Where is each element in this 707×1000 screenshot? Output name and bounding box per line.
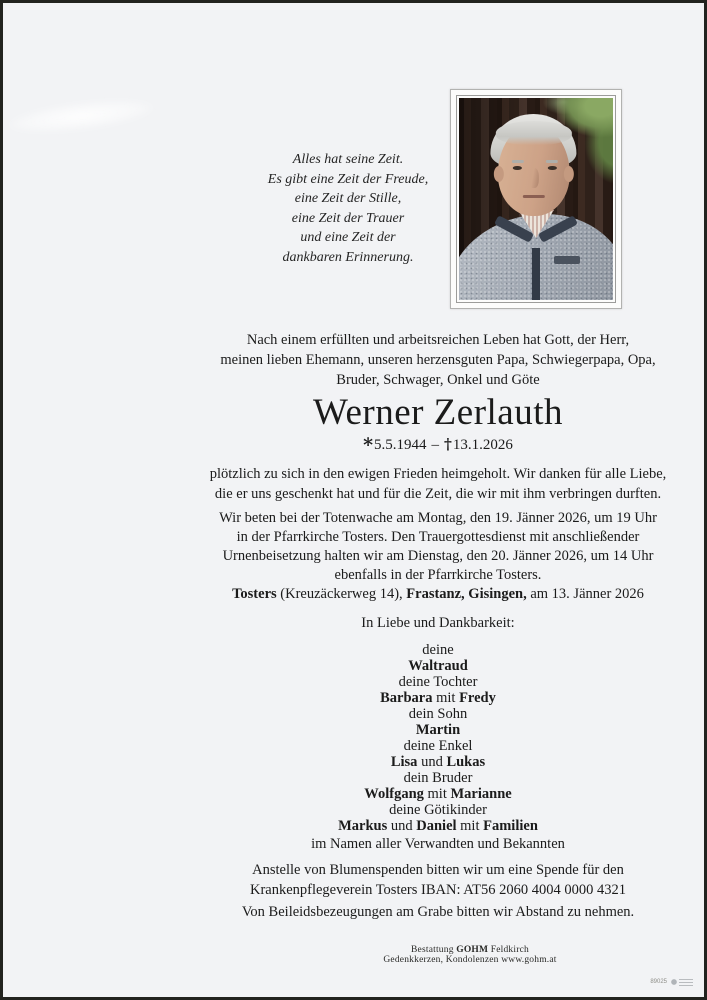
family-line: Waltraud bbox=[408, 658, 468, 674]
portrait-eye bbox=[548, 166, 557, 170]
family-line: deine bbox=[422, 642, 454, 658]
family-line: Lisa und Lukas bbox=[390, 754, 486, 770]
portrait-zipper bbox=[532, 248, 540, 300]
family-line: dein Bruder bbox=[403, 770, 473, 786]
portrait-chest-pocket bbox=[554, 256, 580, 264]
portrait-ear bbox=[564, 166, 574, 182]
family-line: dein Sohn bbox=[408, 706, 468, 722]
deceased-name: Werner Zerlauth bbox=[312, 392, 564, 433]
portrait-eye bbox=[513, 166, 522, 170]
print-code-area bbox=[650, 978, 694, 986]
cloud-streak bbox=[0, 85, 192, 145]
dates-separator: – bbox=[431, 437, 440, 453]
opening-verse: Alles hat seine Zeit. Es gibt eine Zeit der Freude, eine Zeit der Stille, eine Zeit der Trauer und eine Zeit der dankbaren Erinnerung. bbox=[267, 152, 429, 265]
portrait-face bbox=[498, 124, 570, 216]
funeral-home-services: Gedenkkerzen, Kondolenzen www.gohm.at bbox=[383, 955, 557, 965]
portrait-nose bbox=[529, 168, 539, 188]
paragraph-abstand: Von Beileidsbezeugungen am Grabe bitten wir Abstand zu nehmen. bbox=[241, 904, 635, 920]
paragraph-spenden: Anstelle von Blumenspenden bitten wir um eine Spende für den Krankenpflegeverein Tosters IBAN: AT56 2060 4004 0000 4321 bbox=[249, 862, 627, 898]
place-date-line: Tosters (Kreuzäckerweg 14), Frastanz, Gisingen, am 13. Jänner 2026 bbox=[232, 586, 644, 602]
birth-date: 5.5.1944 bbox=[374, 437, 427, 453]
salutation-line: In Liebe und Dankbarkeit: bbox=[361, 615, 515, 631]
in-namen-line: im Namen aller Verwandten und Bekannten bbox=[311, 836, 565, 852]
intro-paragraph: Nach einem erfüllten und arbeitsreichen Leben hat Gott, der Herr, meinen lieben Ehemann, unseren herzensguten Papa, Schwiegerpapa, Opa, Bruder, Schwager, Onkel und Göte bbox=[220, 332, 656, 388]
family-list bbox=[168, 642, 707, 834]
shore-rocks bbox=[3, 0, 503, 3]
portrait-mouth bbox=[523, 195, 545, 198]
funeral-home-footer bbox=[203, 945, 707, 965]
death-cross-icon: † bbox=[444, 435, 452, 453]
paragraph-heimgeholt: plötzlich zu sich in den ewigen Frieden heimgeholt. Wir danken für alle Liebe, die er uns geschenkt hat und für die Zeit, die wir mit ihm verbringen durften. bbox=[209, 466, 667, 502]
print-code: 89025 bbox=[650, 979, 667, 985]
family-line: Markus und Daniel mit Familien bbox=[338, 818, 538, 834]
family-line: deine Tochter bbox=[398, 674, 478, 690]
life-dates bbox=[168, 435, 707, 454]
portrait-ear bbox=[494, 166, 504, 182]
birth-star-icon: * bbox=[363, 434, 374, 456]
print-logo-icon bbox=[670, 978, 694, 986]
funeral-home-name: Bestattung GOHM Feldkirch bbox=[411, 945, 529, 955]
family-line: Martin bbox=[415, 722, 461, 738]
death-date: 13.1.2026 bbox=[452, 437, 513, 453]
family-line: deine Enkel bbox=[403, 738, 473, 754]
portrait-eyebrow bbox=[512, 160, 524, 163]
portrait-eyebrow bbox=[546, 160, 558, 163]
paragraph-totenwache: Wir beten bei der Totenwache am Montag, den 19. Jänner 2026, um 19 Uhr in der Pfarrkirche Tosters. Den Trauergottesdienst mit anschließender Urnenbeisetzung halten wir am Dienstag, den 20. Jänner 2026, um 14 Uhr ebenfalls in der Pfarrkirche Tosters. bbox=[219, 510, 657, 583]
family-line: Wolfgang mit Marianne bbox=[364, 786, 512, 802]
family-line: deine Götikinder bbox=[389, 802, 487, 818]
family-line: Barbara mit Fredy bbox=[380, 690, 496, 706]
